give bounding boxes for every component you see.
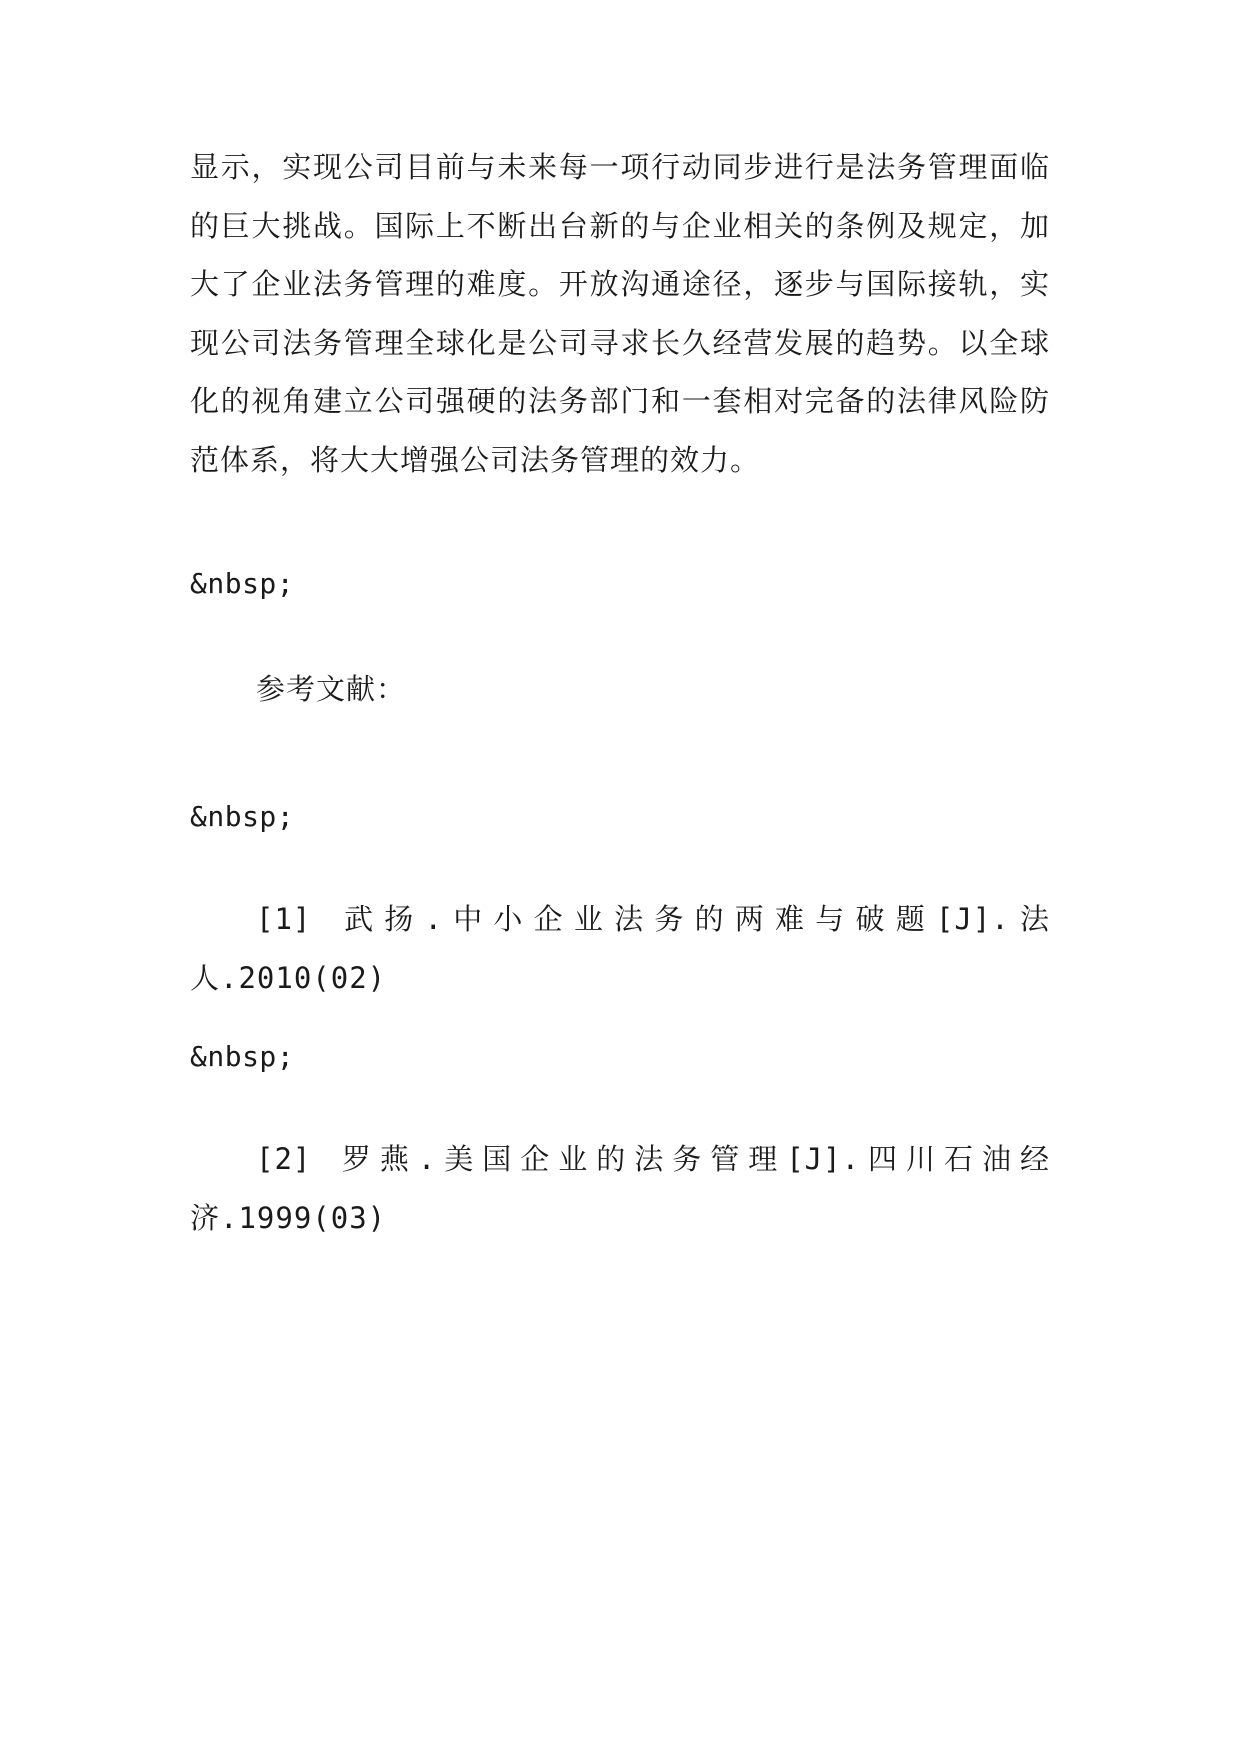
blank-marker-3: &nbsp; [190, 1040, 295, 1073]
references-heading: 参考文献： [256, 672, 407, 706]
reference-item-2: [2] 罗燕.美国企业的法务管理[J].四川石油经济.1999(03) [190, 1142, 1050, 1235]
reference-item-1: [1] 武扬.中小企业法务的两难与破题[J].法人.2010(02) [190, 902, 1050, 995]
blank-marker-2: &nbsp; [190, 800, 295, 833]
body-paragraph: 显示，实现公司目前与未来每一项行动同步进行是法务管理面临的巨大挑战。国际上不断出台新的与企业相关的条例及规定，加大了企业法务管理的难度。开放沟通途径，逐步与国际接轨，实现公司法务管理全球化是公司寻求长久经营发展的趋势。以全球化的视角建立公司强硬的法务部门和一套相对完备的法律风险防范体系，将大大增强公司法务管理的效力。 [190, 150, 1050, 477]
blank-marker-1: &nbsp; [190, 567, 295, 600]
